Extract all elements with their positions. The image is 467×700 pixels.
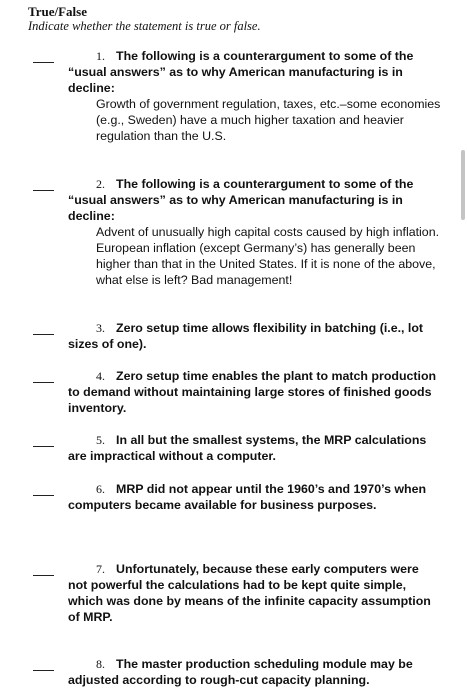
- question-statement: [68, 481, 440, 513]
- question-number: 3.: [96, 321, 105, 335]
- question-number: 4.: [96, 369, 105, 383]
- answer-blank[interactable]: [33, 382, 54, 383]
- vertical-scrollbar[interactable]: [461, 150, 465, 220]
- question-text: The master production scheduling module may be adjusted according to rough-cut capacity planning.: [68, 657, 413, 687]
- question-number: 6.: [96, 482, 105, 496]
- question-number: 1.: [96, 49, 105, 63]
- section-instruction: Indicate whether the statement is true or false.: [28, 19, 261, 33]
- question-statement: [68, 320, 440, 352]
- question-text: Unfortunately, because these early computers were not powerful the calculations had to be kept quite simple, which was done by means of the infinite capacity assumption of MRP.: [68, 562, 431, 624]
- question-statement: [68, 48, 440, 96]
- question-text: MRP did not appear until the 1960’s and 1970’s when computers became available for business purposes.: [68, 482, 427, 512]
- question-text: The following is a counterargument to some of the “usual answers” as to why American manufacturing is in decline:: [68, 49, 414, 95]
- question-number: 7.: [96, 562, 105, 576]
- answer-blank[interactable]: [33, 495, 54, 496]
- question-text: Zero setup time enables the plant to match production to demand without maintaining large stores of finished goods inventory.: [68, 369, 437, 415]
- question-statement: [68, 561, 440, 625]
- section-title: True/False: [28, 4, 87, 19]
- question-detail: Growth of government regulation, taxes, etc.–some economies (e.g., Sweden) have a much higher taxation and heavier regulation than the U.S.: [96, 97, 441, 143]
- answer-blank[interactable]: [33, 575, 54, 576]
- answer-blank[interactable]: [33, 670, 54, 671]
- question-number: 5.: [96, 433, 105, 447]
- question-statement: [68, 656, 440, 688]
- question-number: 2.: [96, 177, 105, 191]
- question-statement: [68, 176, 440, 224]
- answer-blank[interactable]: [33, 190, 54, 191]
- answer-blank[interactable]: [33, 334, 54, 335]
- answer-blank[interactable]: [33, 446, 54, 447]
- question-number: 8.: [96, 657, 105, 671]
- question-text: The following is a counterargument to some of the “usual answers” as to why American manufacturing is in decline:: [68, 177, 414, 223]
- question-detail: Advent of unusually high capital costs caused by high inflation. European inflation (except Germany’s) has generally been higher than that in the United States. If it is none of the above, what else is left? Bad management!: [96, 225, 440, 287]
- question-statement: [68, 432, 440, 464]
- question-statement: [68, 368, 440, 416]
- question-text: Zero setup time allows flexibility in batching (i.e., lot sizes of one).: [68, 321, 424, 351]
- question-text: In all but the smallest systems, the MRP calculations are impractical without a computer.: [68, 433, 427, 463]
- answer-blank[interactable]: [33, 62, 54, 63]
